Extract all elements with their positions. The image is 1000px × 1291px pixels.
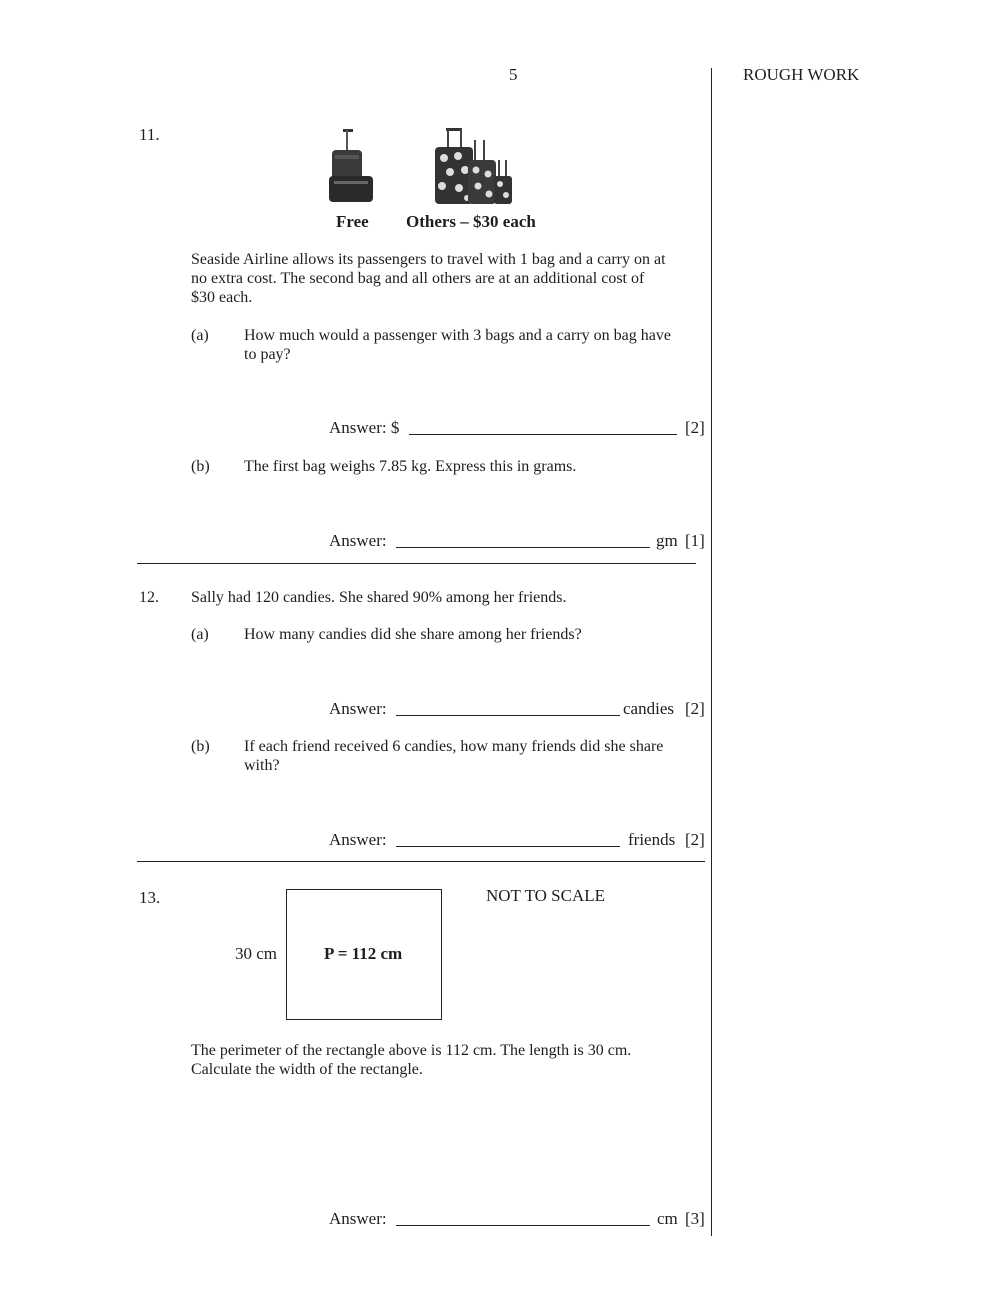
others-label: Others – $30 each xyxy=(406,212,536,231)
q11-a-answer-line[interactable] xyxy=(409,433,677,435)
q11-text-line-3: $30 each. xyxy=(191,289,253,306)
q11-b-text: The first bag weighs 7.85 kg. Express this in grams. xyxy=(244,458,577,475)
q12-a-answer-line[interactable] xyxy=(396,714,620,716)
q13-unit: cm xyxy=(657,1209,678,1228)
q11-a-label: (a) xyxy=(191,327,209,344)
q11-a-marks: [2] xyxy=(685,418,705,437)
not-to-scale-note: NOT TO SCALE xyxy=(486,886,606,905)
q13-text-line-1: The perimeter of the rectangle above is 112 cm. The length is 30 cm. xyxy=(191,1042,632,1059)
free-bag-icon xyxy=(329,129,373,202)
q12-b-label: (b) xyxy=(191,738,210,755)
q13-answer-line[interactable] xyxy=(396,1224,650,1226)
q12-a-label: (a) xyxy=(191,626,209,643)
q12-a-text: How many candies did she share among her friends? xyxy=(244,626,582,643)
free-bag-illustration xyxy=(326,126,378,206)
q12-a-marks: [2] xyxy=(685,699,705,718)
others-bags-illustration xyxy=(432,126,516,208)
rectangle-side-label: 30 cm xyxy=(235,944,278,963)
page-number: 5 xyxy=(509,65,518,84)
q11-b-label: (b) xyxy=(191,458,210,475)
q12-a-answer-label: Answer: xyxy=(329,699,387,718)
rough-work-heading: ROUGH WORK xyxy=(743,65,860,84)
q13-marks: [3] xyxy=(685,1209,705,1228)
q11-b-answer-label: Answer: xyxy=(329,531,387,550)
free-label: Free xyxy=(336,212,369,231)
q11-a-answer-label: Answer: $ xyxy=(329,418,400,437)
question-12-number: 12. xyxy=(139,589,159,606)
luggage-set-icon xyxy=(435,128,512,204)
q12-b-answer-line[interactable] xyxy=(396,845,620,847)
q13-text-line-2: Calculate the width of the rectangle. xyxy=(191,1061,423,1078)
q12-b-answer-label: Answer: xyxy=(329,830,387,849)
q12-b-marks: [2] xyxy=(685,830,705,849)
q12-b-line-1: If each friend received 6 candies, how many friends did she share xyxy=(244,738,664,755)
q11-text-line-2: no extra cost. The second bag and all others are at an additional cost of xyxy=(191,270,645,287)
q11-a-line-1: How much would a passenger with 3 bags and a carry on bag have xyxy=(244,327,671,344)
rough-work-divider xyxy=(711,68,712,1236)
question-11-number: 11. xyxy=(139,125,160,144)
q12-a-unit: candies xyxy=(623,699,674,718)
q11-b-answer-line[interactable] xyxy=(396,546,650,548)
rectangle-perimeter-label: P = 112 cm xyxy=(324,944,403,963)
section-divider-1 xyxy=(137,563,696,564)
q13-answer-label: Answer: xyxy=(329,1209,387,1228)
q11-b-marks: [1] xyxy=(685,531,705,550)
q12-b-unit: friends xyxy=(628,830,676,849)
q12-b-line-2: with? xyxy=(244,757,280,774)
question-13-number: 13. xyxy=(139,888,161,907)
q11-text-line-1: Seaside Airline allows its passengers to travel with 1 bag and a carry on at xyxy=(191,251,666,268)
q11-a-line-2: to pay? xyxy=(244,346,291,363)
section-divider-2 xyxy=(137,861,705,862)
q12-text: Sally had 120 candies. She shared 90% among her friends. xyxy=(191,589,567,606)
q11-b-unit: gm xyxy=(656,531,678,550)
